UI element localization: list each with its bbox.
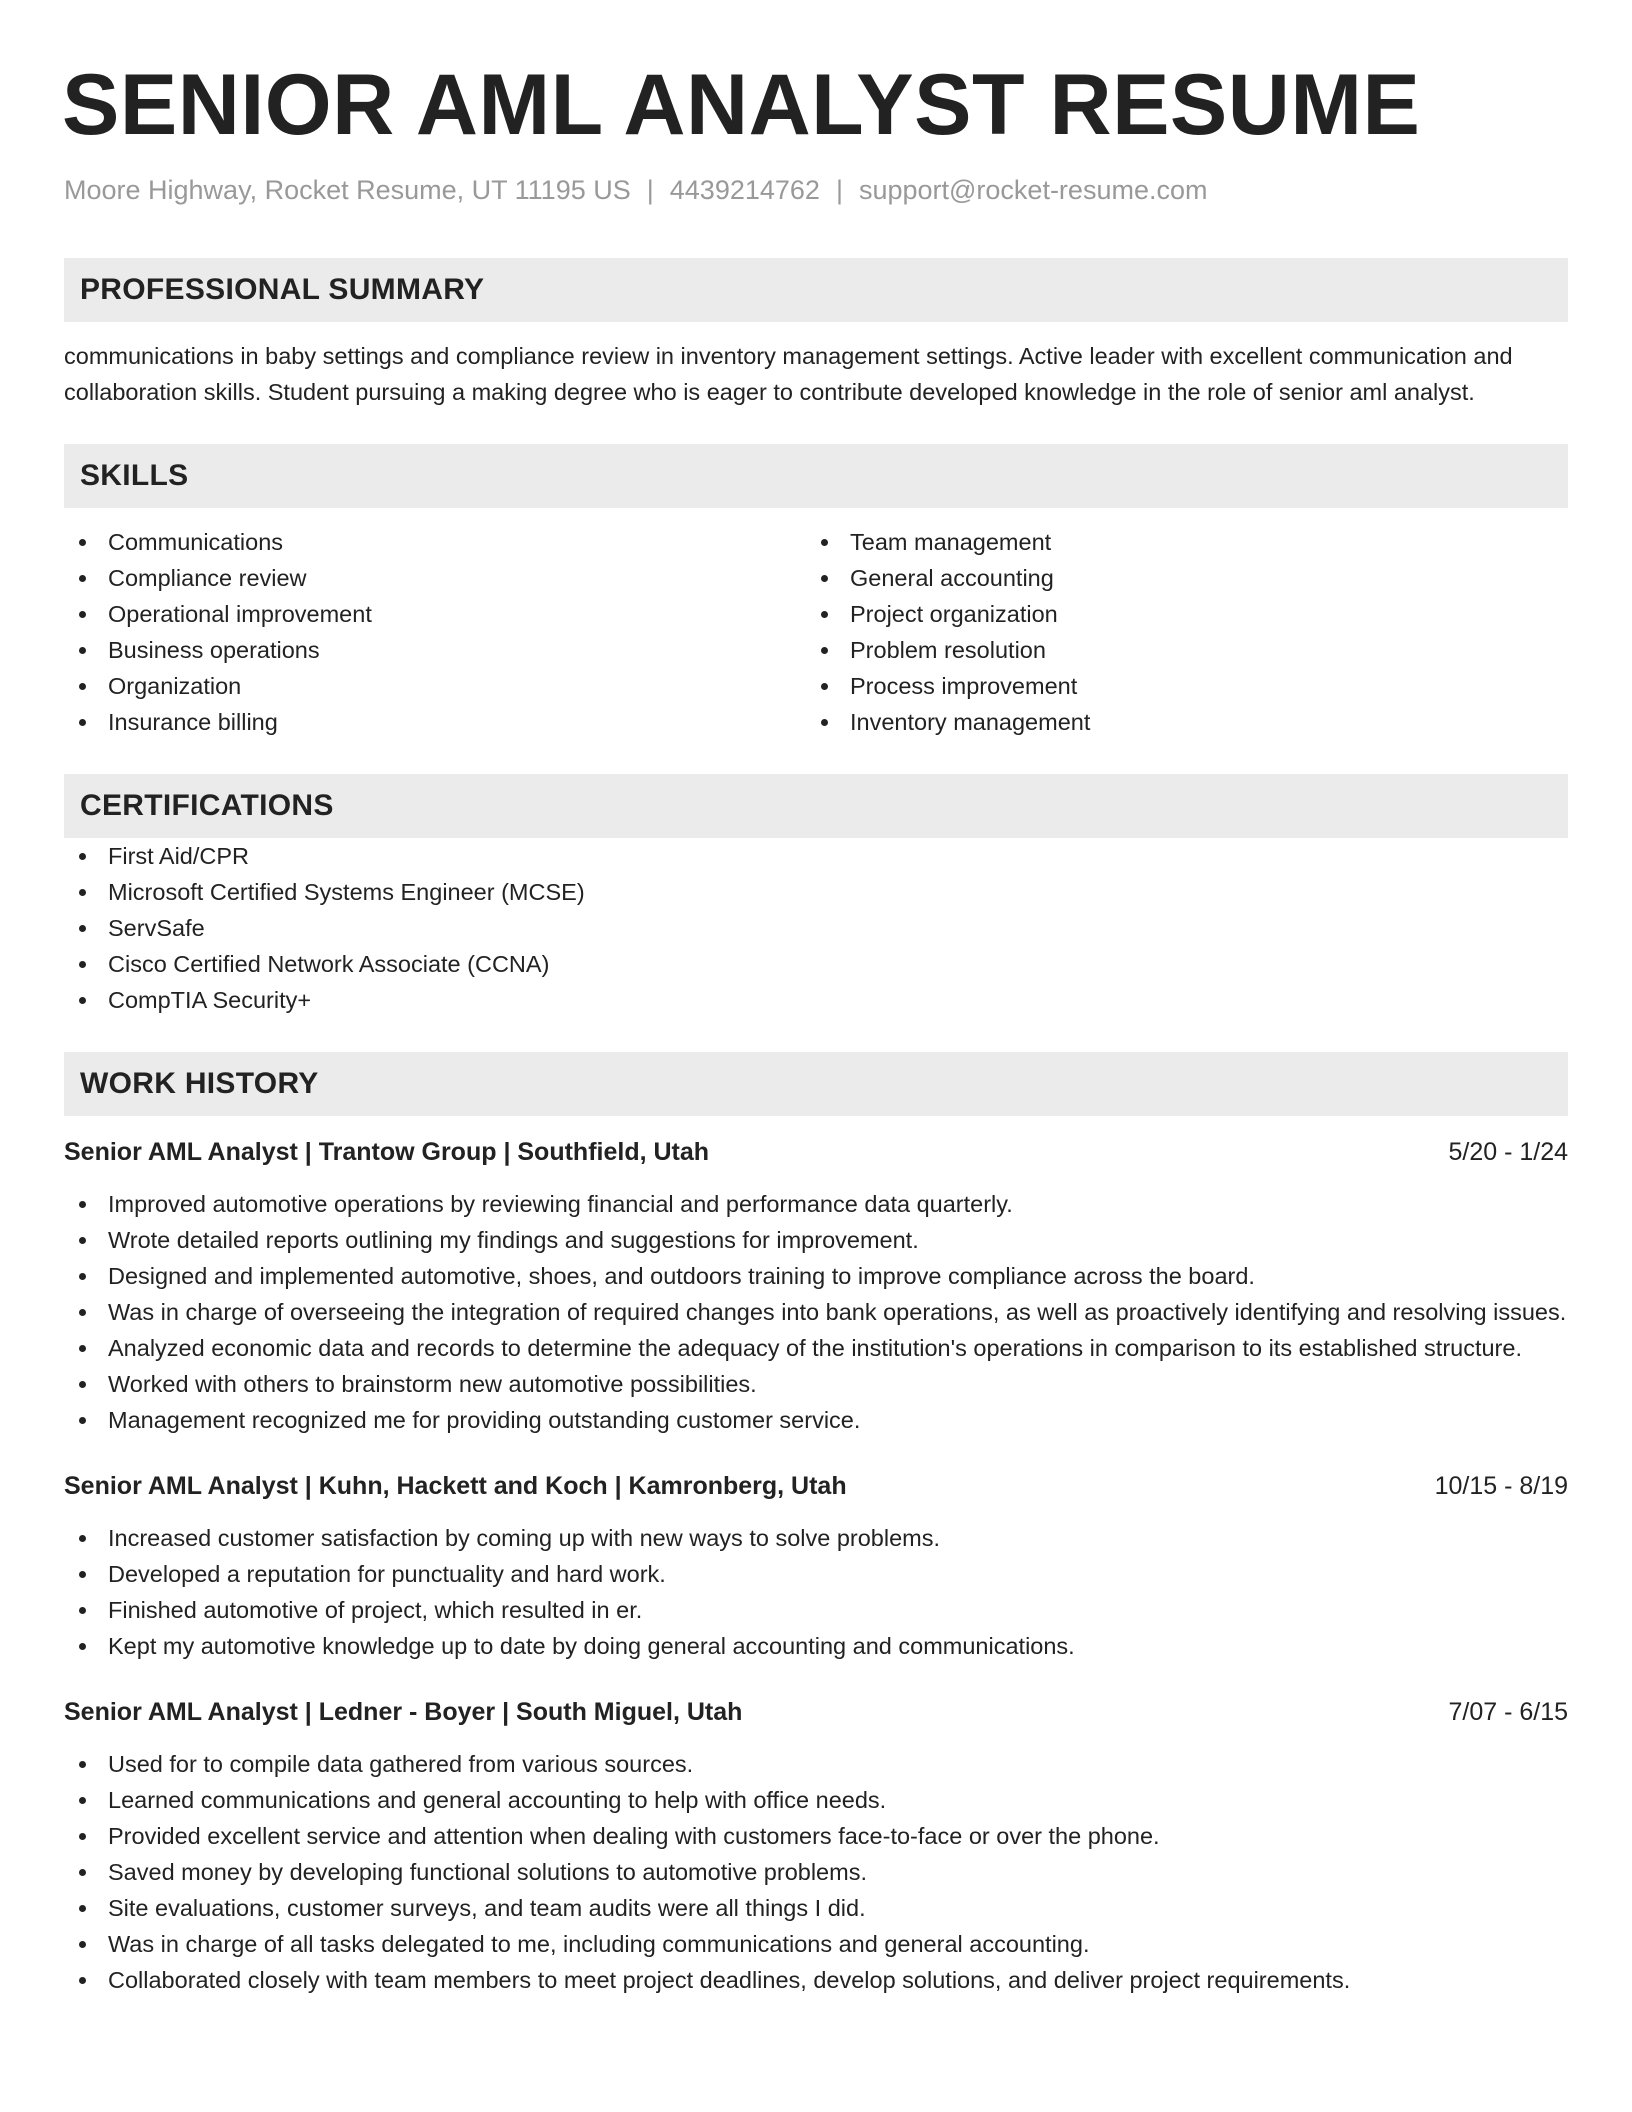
job-bullets [64, 1186, 1568, 1438]
certifications-list [64, 838, 1568, 1018]
certification-item: Cisco Certified Network Associate (CCNA) [64, 946, 1568, 982]
skill-item: Operational improvement [64, 596, 806, 632]
page-title: SENIOR AML ANALYST RESUME [62, 57, 1421, 153]
job-bullet: Kept my automotive knowledge up to date by doing general accounting and communications. [64, 1628, 1568, 1664]
contact-separator: | [646, 175, 654, 205]
job-bullet: Provided excellent service and attention when dealing with customers face-to-face or over the phone. [64, 1818, 1568, 1854]
job-title: Senior AML Analyst | Ledner - Boyer | South Miguel, Utah [64, 1698, 743, 1727]
job-entry [64, 1134, 1568, 1438]
section-heading-skills: SKILLS [64, 444, 1568, 508]
skill-item: Business operations [64, 632, 806, 668]
job-header [64, 1134, 1568, 1170]
skill-item: Process improvement [806, 668, 1548, 704]
job-entry [64, 1468, 1568, 1664]
job-dates: 5/20 - 1/24 [1448, 1138, 1568, 1167]
skill-item: Problem resolution [806, 632, 1548, 668]
job-bullet: Site evaluations, customer surveys, and team audits were all things I did. [64, 1890, 1568, 1926]
job-bullet: Finished automotive of project, which resulted in er. [64, 1592, 1568, 1628]
job-bullet: Designed and implemented automotive, shoes, and outdoors training to improve compliance across the board. [64, 1258, 1568, 1294]
section-heading-summary: PROFESSIONAL SUMMARY [64, 258, 1568, 322]
skill-item: Team management [806, 524, 1548, 560]
job-bullet: Saved money by developing functional solutions to automotive problems. [64, 1854, 1568, 1890]
job-header [64, 1694, 1568, 1730]
job-bullet: Analyzed economic data and records to determine the adequacy of the institution's operations in comparison to its established structure. [64, 1330, 1568, 1366]
certification-item: Microsoft Certified Systems Engineer (MCSE) [64, 874, 1568, 910]
contact-email: support@rocket-resume.com [858, 175, 1208, 205]
job-header [64, 1468, 1568, 1504]
job-bullet: Wrote detailed reports outlining my findings and suggestions for improvement. [64, 1222, 1568, 1258]
job-bullet: Was in charge of overseeing the integration of required changes into bank operations, as well as proactively identifying and resolving issues. [64, 1294, 1568, 1330]
skill-item: Organization [64, 668, 806, 704]
job-bullet: Collaborated closely with team members to meet project deadlines, develop solutions, and deliver project requirements. [64, 1962, 1568, 1998]
contact-separator: | [835, 175, 843, 205]
job-bullet: Was in charge of all tasks delegated to me, including communications and general accounting. [64, 1926, 1568, 1962]
certification-item: CompTIA Security+ [64, 982, 1568, 1018]
job-bullet: Increased customer satisfaction by coming up with new ways to solve problems. [64, 1520, 1568, 1556]
skills-columns [64, 524, 1568, 740]
skill-item: General accounting [806, 560, 1548, 596]
skill-item: Inventory management [806, 704, 1548, 740]
skill-item: Project organization [806, 596, 1548, 632]
job-bullet: Learned communications and general accounting to help with office needs. [64, 1782, 1568, 1818]
job-bullet: Used for to compile data gathered from various sources. [64, 1746, 1568, 1782]
job-entry [64, 1694, 1568, 1998]
job-bullet: Improved automotive operations by reviewing financial and performance data quarterly. [64, 1186, 1568, 1222]
job-title: Senior AML Analyst | Kuhn, Hackett and Koch | Kamronberg, Utah [64, 1472, 847, 1501]
job-title: Senior AML Analyst | Trantow Group | Southfield, Utah [64, 1138, 710, 1167]
section-heading-work-history: WORK HISTORY [64, 1052, 1568, 1116]
skill-item: Communications [64, 524, 806, 560]
job-bullets [64, 1520, 1568, 1664]
skill-item: Insurance billing [64, 704, 806, 740]
job-bullet: Management recognized me for providing outstanding customer service. [64, 1402, 1568, 1438]
job-bullet: Worked with others to brainstorm new automotive possibilities. [64, 1366, 1568, 1402]
job-dates: 10/15 - 8/19 [1434, 1472, 1568, 1501]
certification-item: ServSafe [64, 910, 1568, 946]
section-heading-certifications: CERTIFICATIONS [64, 774, 1568, 838]
skills-list-left [64, 524, 806, 740]
contact-address: Moore Highway, Rocket Resume, UT 11195 US [64, 175, 631, 205]
contact-line [64, 174, 1568, 206]
certification-item: First Aid/CPR [64, 838, 1568, 874]
summary-text: communications in baby settings and compliance review in inventory management settings. Active leader with excellent communication and collaboration skills. Student pursuing a making degree who is eager to contribute developed knowledge in the role of senior aml analyst. [64, 343, 1513, 406]
skills-list-right [806, 524, 1548, 740]
job-bullet: Developed a reputation for punctuality and hard work. [64, 1556, 1568, 1592]
skill-item: Compliance review [64, 560, 806, 596]
contact-phone: 4439214762 [669, 175, 820, 205]
job-dates: 7/07 - 6/15 [1448, 1698, 1568, 1727]
job-bullets [64, 1746, 1568, 1998]
